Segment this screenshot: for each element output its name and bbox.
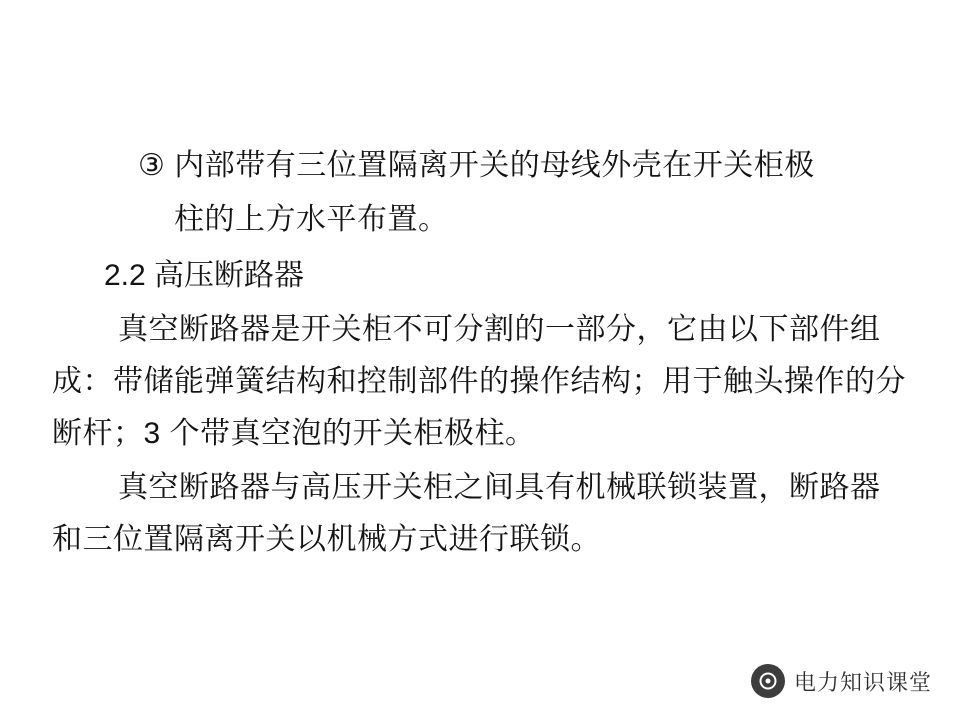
circle-logo-icon xyxy=(751,664,785,698)
paragraph-item-3-cont: 柱的上方水平布置。 xyxy=(174,203,449,236)
paragraph-vacuum-breaker-composition: 真空断路器是开关柜不可分割的一部分，它由以下部件组成：带储能弹簧结构和控制部件的操作结构；用于触头操作的分断杆；3 个带真空泡的开关柜极柱。 xyxy=(52,313,906,450)
slide-body xyxy=(0,140,960,568)
paragraph-mechanical-interlock: 真空断路器与高压开关柜之间具有机械联锁装置，断路器和三位置隔离开关以机械方式进行联锁。 xyxy=(52,471,881,556)
watermark-label: 电力知识课堂 xyxy=(793,669,932,695)
paragraph-item-3: ③ 内部带有三位置隔离开关的母线外壳在开关柜极 xyxy=(138,149,815,182)
section-heading-2-2: 2.2 高压断路器 xyxy=(104,259,305,292)
watermark xyxy=(751,664,932,698)
